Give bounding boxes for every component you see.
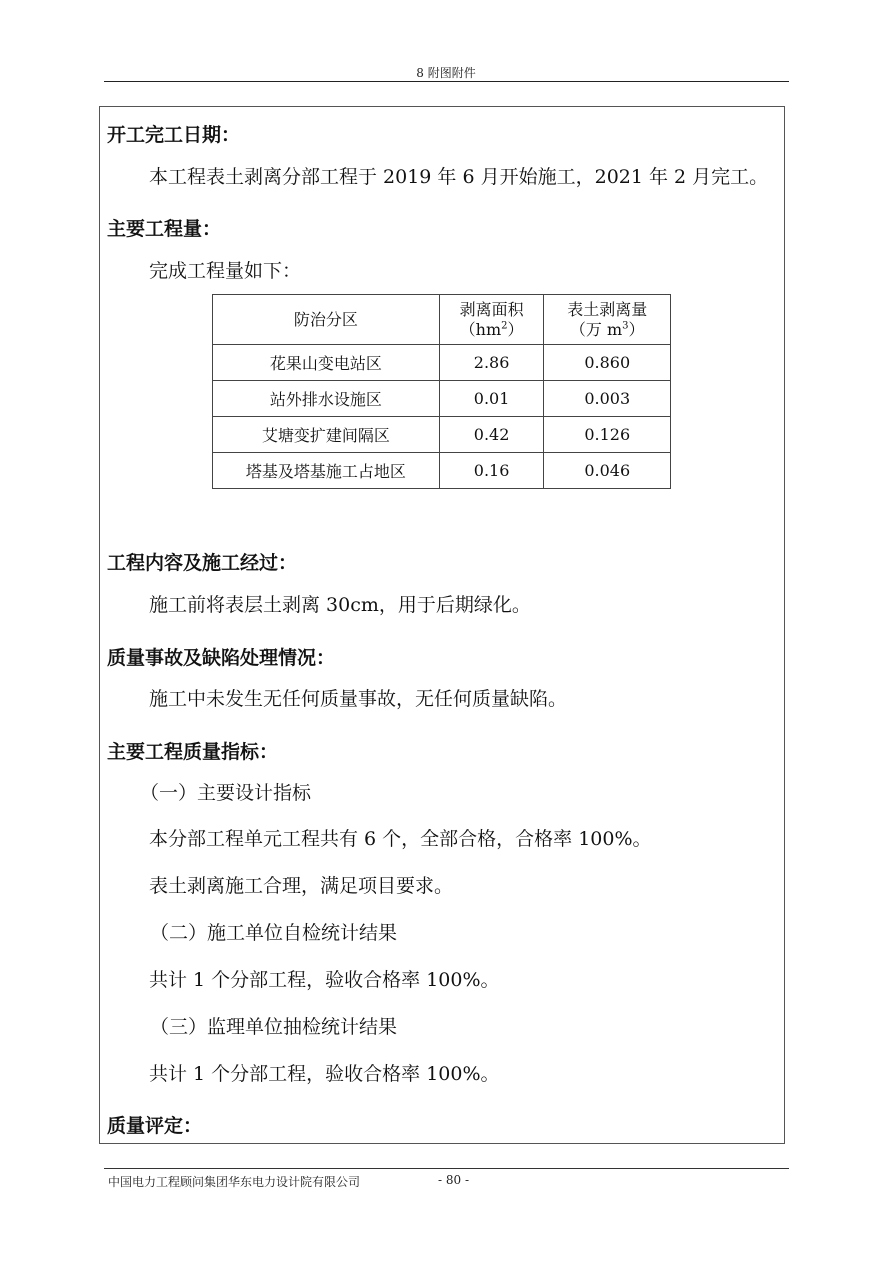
table-row [213, 345, 671, 381]
header-volume-label: 表土剥离量 [567, 299, 648, 319]
indicators-text-2: 表土剥离施工合理，满足项目要求。 [149, 875, 454, 897]
indicators-subheading-3: （三）监理单位抽检统计结果 [150, 1016, 398, 1038]
indicators-text-3: 共计 1 个分部工程，验收合格率 100%。 [149, 969, 500, 991]
indicators-heading: 主要工程质量指标： [107, 741, 279, 763]
content-heading: 工程内容及施工经过： [107, 552, 298, 574]
content-text: 施工前将表层土剥离 30cm，用于后期绿化。 [149, 594, 531, 616]
indicators-text-1: 本分部工程单元工程共有 6 个，全部合格，合格率 100%。 [149, 828, 652, 850]
assessment-heading: 质量评定： [107, 1115, 203, 1137]
footer-divider [104, 1168, 789, 1169]
header-area-label: 剥离面积 [459, 299, 524, 319]
cell-area: 2.86 [439, 345, 544, 381]
cell-area: 0.01 [439, 381, 544, 417]
cell-volume: 0.126 [544, 417, 671, 453]
table-row [213, 453, 671, 489]
quantities-intro: 完成工程量如下： [149, 260, 302, 282]
quantities-table [212, 294, 671, 489]
cell-area: 0.42 [439, 417, 544, 453]
indicators-text-4: 共计 1 个分部工程，验收合格率 100%。 [149, 1063, 500, 1085]
cell-zone: 花果山变电站区 [213, 345, 440, 381]
header-divider [104, 81, 789, 82]
cell-volume: 0.046 [544, 453, 671, 489]
table-header-row [213, 295, 671, 345]
cell-area: 0.16 [439, 453, 544, 489]
cell-volume: 0.003 [544, 381, 671, 417]
page-number: - 80 - [438, 1173, 470, 1187]
defects-heading: 质量事故及缺陷处理情况： [107, 647, 336, 669]
cell-zone: 塔基及塔基施工占地区 [213, 453, 440, 489]
page-header-title: 8 附图附件 [416, 66, 476, 80]
indicators-subheading-1: （一）主要设计指标 [140, 782, 312, 804]
header-volume [544, 295, 671, 345]
header-area-unit: $(hm^2)$ [459, 319, 524, 339]
cell-volume: 0.860 [544, 345, 671, 381]
header-volume-unit: （万 $m^3$） [569, 319, 645, 339]
dates-heading: 开工完工日期： [107, 124, 241, 146]
dates-text: 本工程表土剥离分部工程于 2019 年 6 月开始施工，2021 年 2 月完工。 [149, 166, 769, 188]
cell-zone: 艾塘变扩建间隔区 [213, 417, 440, 453]
header-area [439, 295, 544, 345]
table-row [213, 381, 671, 417]
header-zone: 防治分区 [213, 295, 440, 345]
cell-zone: 站外排水设施区 [213, 381, 440, 417]
indicators-subheading-2: （二）施工单位自检统计结果 [150, 922, 398, 944]
defects-text: 施工中未发生无任何质量事故，无任何质量缺陷。 [149, 688, 568, 710]
table-row [213, 417, 671, 453]
quantities-heading: 主要工程量： [107, 218, 222, 240]
footer-company: 中国电力工程顾问集团华东电力设计院有限公司 [108, 1175, 361, 1189]
